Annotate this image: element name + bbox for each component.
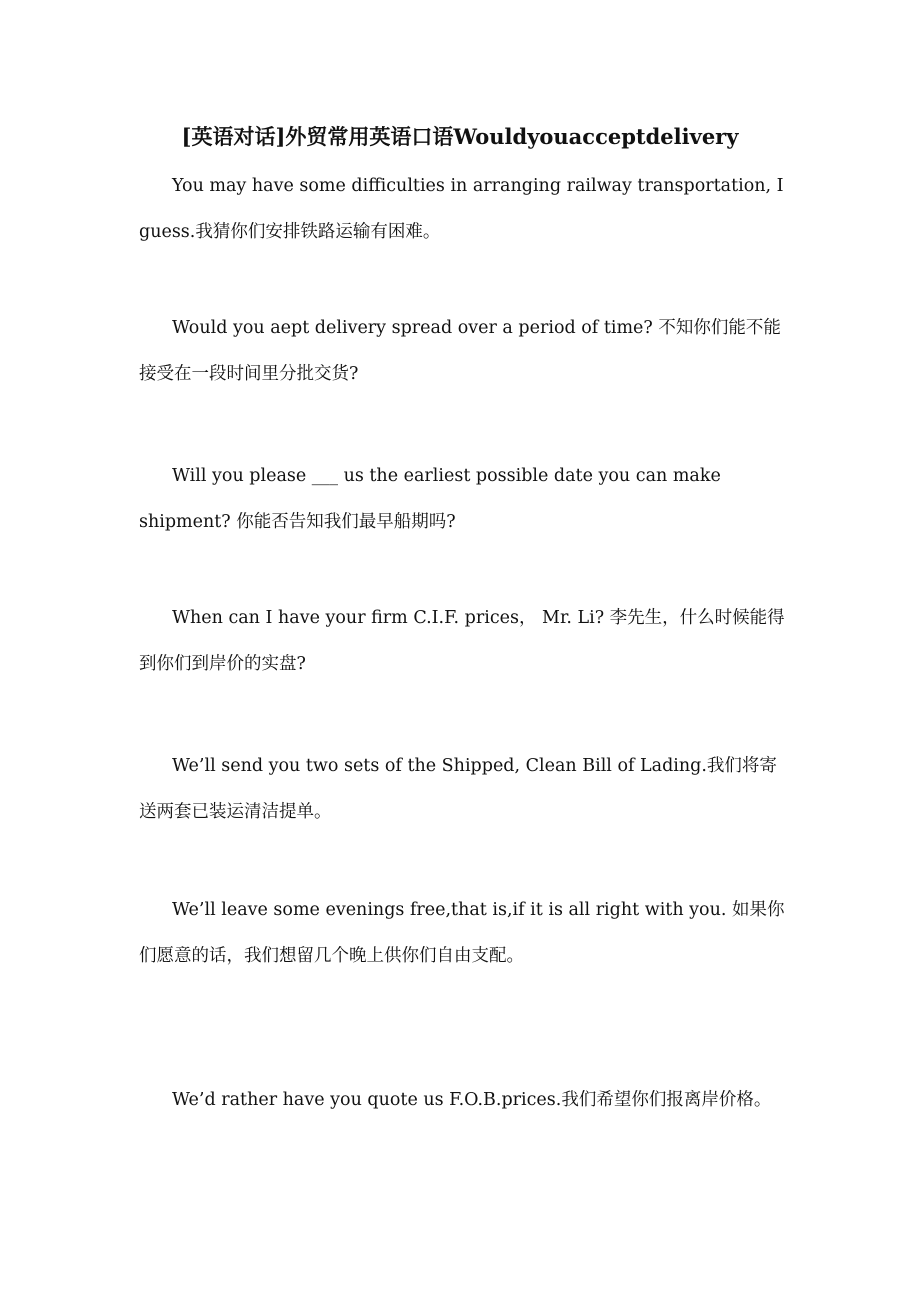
paragraph-5: We’ll send you two sets of the Shipped, Clean Bill of Lading.我们将寄送两套已装运清洁提单。 [139,756,777,822]
paragraph-4: When can I have your firm C.I.F. prices， Mr. Li? 李先生，什么时候能得到你们到岸价的实盘? [139,608,785,674]
paragraph-1: You may have some difficulties in arranging railway transportation, I guess.我猜你们安排铁路运输有困难。 [139,176,784,242]
paragraph-3: Will you please ___ us the earliest possible date you can make shipment? 你能否告知我们最早船期吗? [139,466,721,532]
paragraph-7: We’d rather have you quote us F.O.B.prices.我们希望你们报离岸价格。 [172,1090,772,1110]
paragraph-6: We’ll leave some evenings free,that is,if it is all right with you. 如果你们愿意的话，我们想留几个晚上供你们自由支配。 [139,900,785,966]
paragraph-2: Would you aept delivery spread over a period of time? 不知你们能不能接受在一段时间里分批交货? [139,318,781,384]
document-title: [英语对话]外贸常用英语口语Wouldyouacceptdelivery [181,124,739,149]
